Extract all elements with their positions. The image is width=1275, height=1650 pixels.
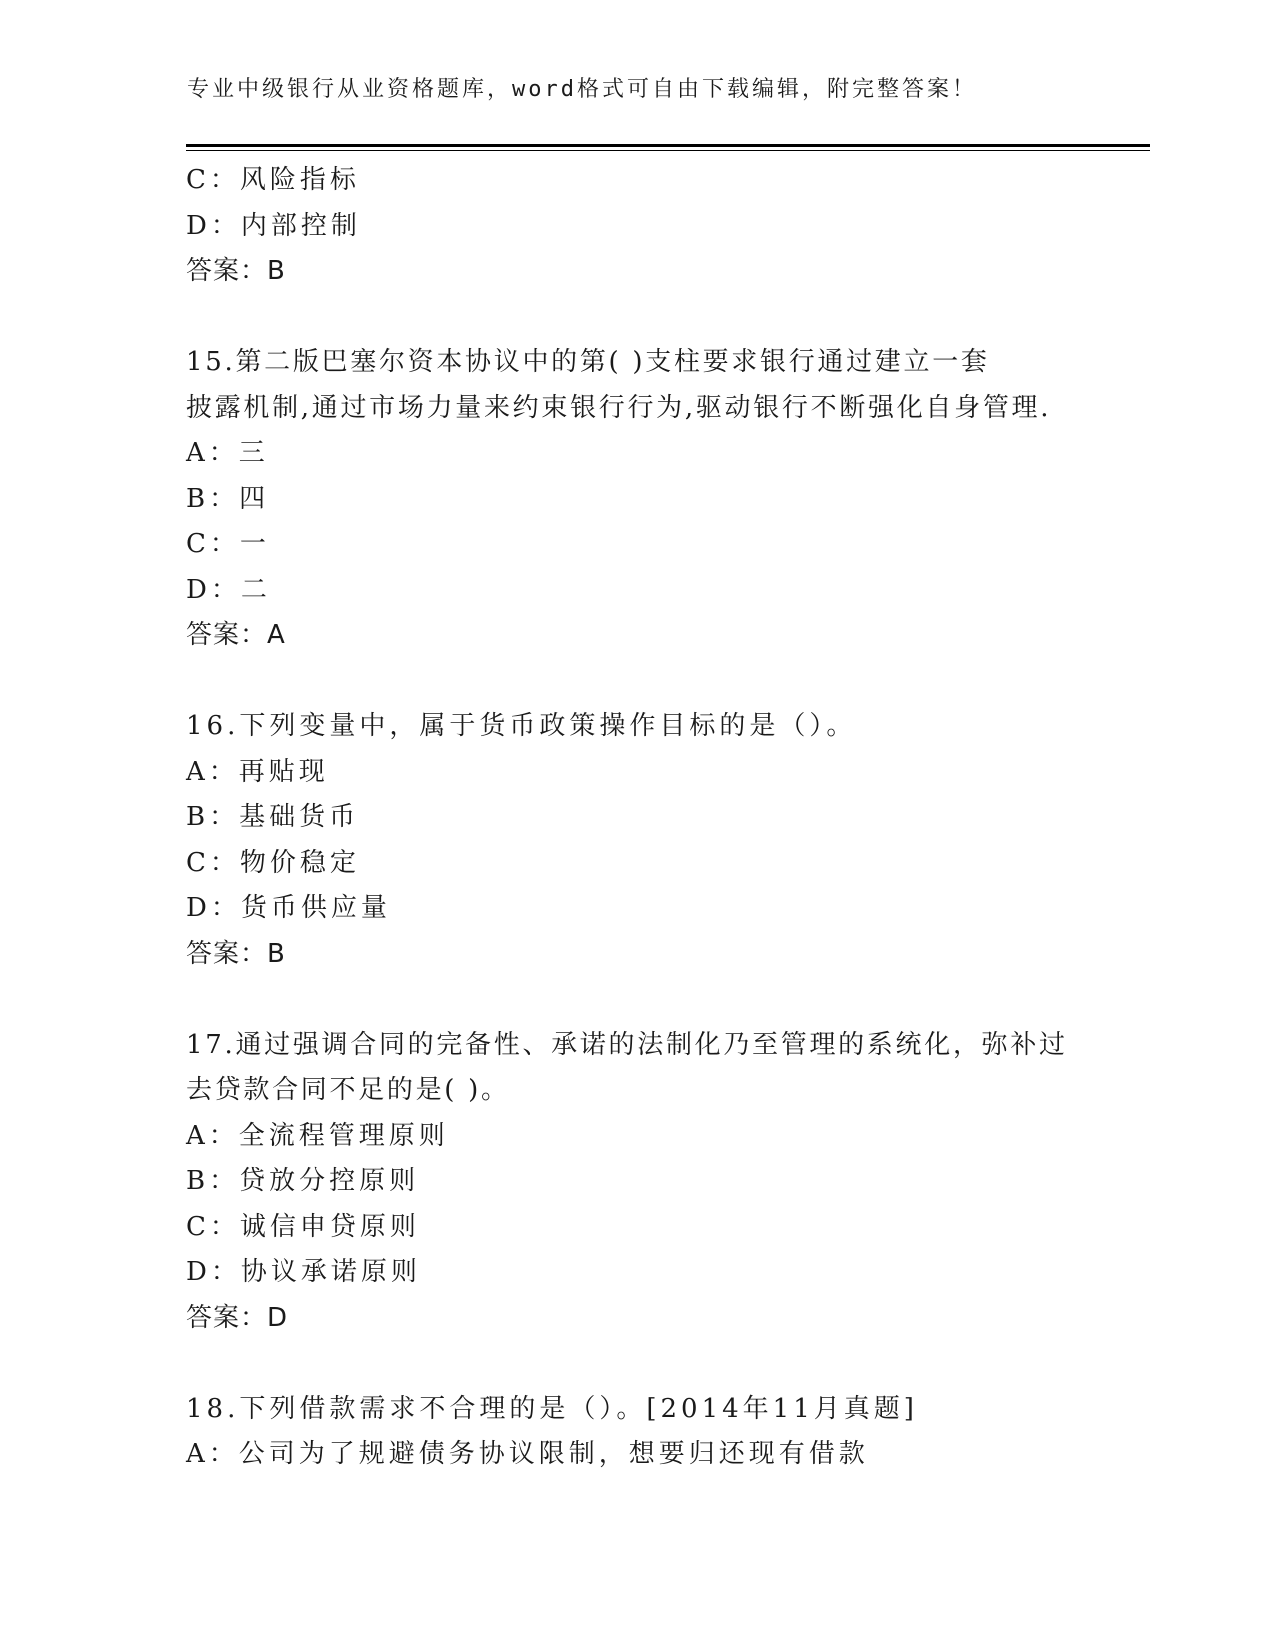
question-16-option-c: C：物价稳定: [186, 847, 360, 878]
answer-line: 答案：B: [186, 256, 286, 286]
question-15-stem-line-1: 15.第二版巴塞尔资本协议中的第( )支柱要求银行通过建立一套: [186, 347, 990, 377]
question-15-stem-line-2: 披露机制,通过市场力量来约束银行行为,驱动银行不断强化自身管理.: [186, 392, 1052, 423]
question-16-option-a: A：再贴现: [186, 756, 329, 787]
question-17-stem-line-1: 17.通过强调合同的完备性、承诺的法制化乃至管理的系统化，弥补过: [186, 1029, 1068, 1060]
spacer: [186, 659, 1086, 705]
option-d: D：内部控制: [186, 210, 361, 241]
spacer: [186, 1341, 1086, 1387]
question-16-option-d: D：货币供应量: [186, 893, 391, 923]
question-17-option-a: A：全流程管理原则: [186, 1120, 449, 1151]
question-16-option-b: B：基础货币: [186, 802, 360, 832]
question-18-option-a: A：公司为了规避债务协议限制，想要归还现有借款: [186, 1439, 869, 1469]
question-17-option-c: C：诚信申贷原则: [186, 1211, 420, 1242]
question-17-option-d: D：协议承诺原则: [186, 1257, 421, 1287]
question-16-answer: 答案：B: [186, 938, 286, 969]
question-15-option-c: C：一: [186, 529, 270, 559]
header-rule-thin: [186, 150, 1150, 151]
question-17-answer: 答案：D: [186, 1302, 289, 1333]
spacer: [186, 295, 1086, 341]
question-18-stem-line-1: 18.下列借款需求不合理的是（）。[2014年11月真题]: [186, 1393, 918, 1424]
question-16-stem-line-1: 16.下列变量中，属于货币政策操作目标的是（）。: [186, 711, 857, 741]
question-17-stem-line-2: 去贷款合同不足的是( )。: [186, 1075, 510, 1105]
document-body: [186, 158, 1086, 1478]
question-15-option-d: D：二: [186, 574, 271, 605]
page-header: 专业中级银行从业资格题库，word格式可自由下载编辑，附完整答案！: [187, 77, 977, 102]
spacer: [186, 977, 1086, 1023]
header-rule-thick: [186, 144, 1150, 147]
question-15-option-b: B：四: [186, 483, 270, 514]
question-15-option-a: A：三: [186, 438, 269, 468]
question-17-option-b: B：贷放分控原则: [186, 1166, 420, 1196]
question-15-answer: 答案：A: [186, 620, 286, 650]
option-c: C：风险指标: [186, 165, 360, 195]
